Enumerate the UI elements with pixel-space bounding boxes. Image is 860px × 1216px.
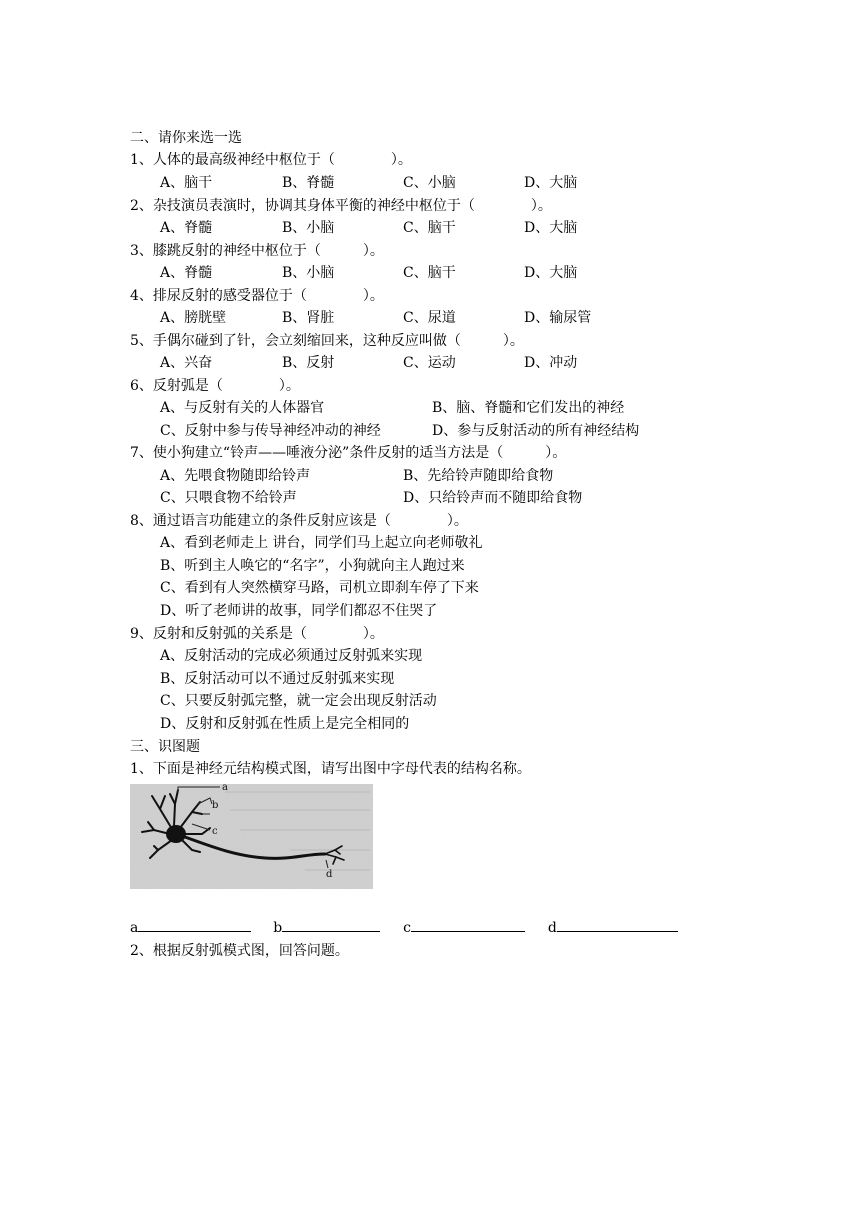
neuron-illustration [130, 784, 373, 889]
figure-label-d: d [326, 869, 333, 880]
fill-in-row [130, 917, 678, 938]
question-4-stem: 4、排尿反射的感受器位于（ ）。 [130, 288, 384, 304]
question-1-option-b[interactable]: B、脊髓 [282, 175, 335, 191]
blank-label-a: a [130, 920, 139, 936]
question-8-option-c[interactable]: C、看到有人突然横穿马路，司机立即刹车停了下来 [160, 580, 479, 596]
figure-label-b: b [212, 800, 219, 811]
question-7-option-b[interactable]: B、先给铃声随即给食物 [403, 468, 554, 484]
question-1-option-c[interactable]: C、小脑 [403, 175, 456, 191]
question-6-stem: 6、反射弧是（ ）。 [130, 378, 300, 394]
blank-label-c: c [403, 920, 411, 936]
section-2-title: 二、请你来选一选 [130, 130, 242, 146]
question-5-option-a[interactable]: A、兴奋 [160, 355, 213, 371]
question-5-option-b[interactable]: B、反射 [282, 355, 335, 371]
question-4-option-d[interactable]: D、输尿管 [524, 310, 592, 326]
blank-label-d: d [547, 920, 557, 936]
question-7-option-c[interactable]: C、只喂食物不给铃声 [160, 490, 297, 506]
figure-label-a: a [222, 784, 228, 793]
question-6-option-a[interactable]: A、与反射有关的人体器官 [160, 400, 325, 416]
question-3-option-b[interactable]: B、小脑 [282, 265, 335, 281]
question-5-option-c[interactable]: C、运动 [403, 355, 456, 371]
question-1-option-d[interactable]: D、大脑 [524, 175, 578, 191]
cell-body [166, 825, 186, 843]
section-3-title: 三、识图题 [130, 739, 200, 755]
question-9-option-a[interactable]: A、反射活动的完成必须通过反射弧来实现 [160, 648, 423, 664]
question-3-option-a[interactable]: A、脊髓 [160, 265, 213, 281]
blank-c-input[interactable] [411, 917, 525, 932]
question-5-option-d[interactable]: D、冲动 [524, 355, 578, 371]
question-3-option-d[interactable]: D、大脑 [524, 265, 578, 281]
question-8-option-d[interactable]: D、听了老师讲的故事，同学们都忍不住哭了 [160, 603, 438, 619]
question-3-stem: 3、膝跳反射的神经中枢位于（ ）。 [130, 243, 384, 259]
question-9-option-d[interactable]: D、反射和反射弧在性质上是完全相同的 [160, 716, 410, 732]
question-8-option-b[interactable]: B、听到主人唤它的“名字”，小狗就向主人跑过来 [160, 558, 465, 574]
question-6-option-c[interactable]: C、反射中参与传导神经冲动的神经 [160, 423, 381, 439]
question-4-option-b[interactable]: B、肾脏 [282, 310, 335, 326]
question-2-option-d[interactable]: D、大脑 [524, 220, 578, 236]
question-7-option-a[interactable]: A、先喂食物随即给铃声 [160, 468, 311, 484]
question-1-option-a[interactable]: A、脑干 [160, 175, 213, 191]
question-8-option-a[interactable]: A、看到老师走上 讲台，同学们马上起立向老师敬礼 [160, 535, 483, 551]
question-1-stem: 1、人体的最高级神经中枢位于（ ）。 [130, 152, 412, 168]
blank-b-input[interactable] [282, 917, 380, 932]
question-2-option-b[interactable]: B、小脑 [282, 220, 335, 236]
section-3-question-1: 1、下面是神经元结构模式图，请写出图中字母代表的结构名称。 [130, 761, 531, 777]
blank-label-b: b [273, 920, 283, 936]
question-9-option-b[interactable]: B、反射活动可以不通过反射弧来实现 [160, 671, 395, 687]
question-3-option-c[interactable]: C、脑干 [403, 265, 456, 281]
question-6-option-b[interactable]: B、脑、脊髓和它们发出的神经 [432, 400, 625, 416]
question-4-option-a[interactable]: A、膀胱壁 [160, 310, 227, 326]
question-2-option-c[interactable]: C、脑干 [403, 220, 456, 236]
blank-d-input[interactable] [557, 917, 678, 932]
question-7-stem: 7、使小狗建立“铃声——唾液分泌”条件反射的适当方法是（ ）。 [130, 445, 567, 461]
question-5-stem: 5、手偶尔碰到了针，会立刻缩回来，这种反应叫做（ ）。 [130, 333, 524, 349]
question-2-option-a[interactable]: A、脊髓 [160, 220, 213, 236]
neuron-diagram [130, 784, 373, 889]
figure-label-c: c [212, 826, 218, 837]
question-8-stem: 8、通过语言功能建立的条件反射应该是（ ）。 [130, 513, 468, 529]
question-9-stem: 9、反射和反射弧的关系是（ ）。 [130, 626, 384, 642]
section-3-question-2: 2、根据反射弧模式图，回答问题。 [130, 943, 349, 959]
question-6-option-d[interactable]: D、参与反射活动的所有神经结构 [432, 423, 640, 439]
question-2-stem: 2、杂技演员表演时，协调其身体平衡的神经中枢位于（ ）。 [130, 198, 552, 214]
question-7-option-d[interactable]: D、只给铃声而不随即给食物 [403, 490, 583, 506]
blank-a-input[interactable] [138, 917, 251, 932]
question-4-option-c[interactable]: C、尿道 [403, 310, 456, 326]
question-9-option-c[interactable]: C、只要反射弧完整，就一定会出现反射活动 [160, 693, 437, 709]
